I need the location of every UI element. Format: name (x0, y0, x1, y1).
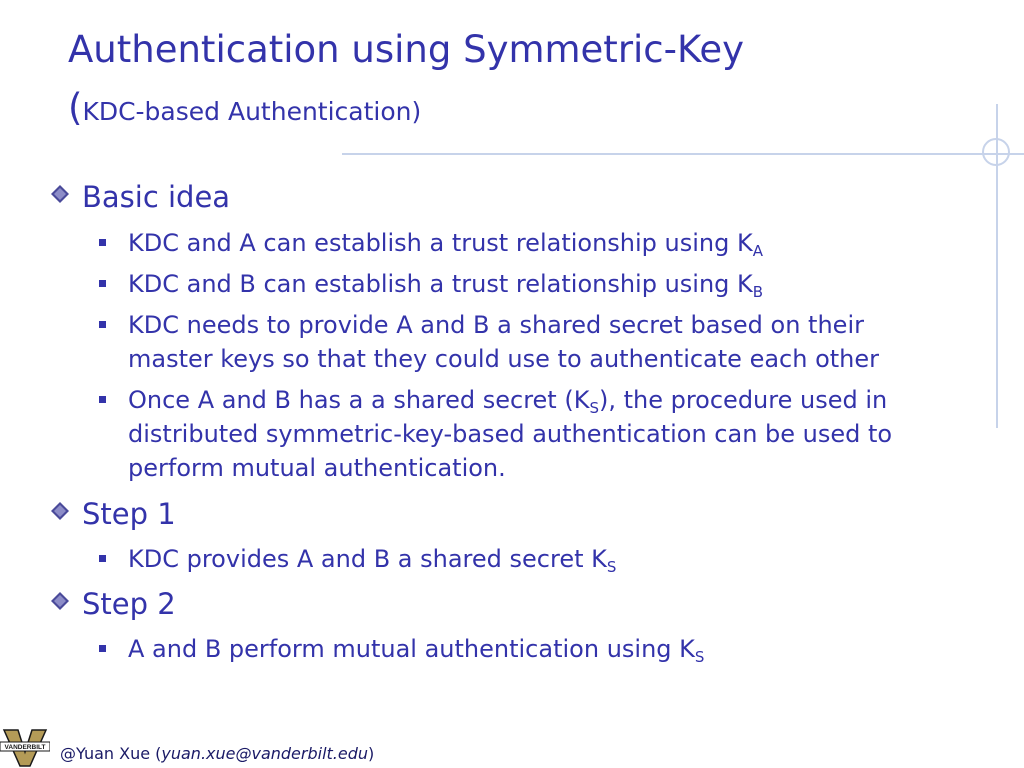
bullet-text: A and B perform mutual authentication using $K_S$ (128, 635, 705, 666)
footer-email: yuan.xue@vanderbilt.edu (161, 744, 369, 763)
square-bullet-icon (99, 555, 106, 562)
bullet-text-continued: perform mutual authentication. (128, 454, 506, 482)
square-bullet-icon (99, 321, 106, 328)
footer-credit: @Yuan Xue (yuan.xue@vanderbilt.edu) (60, 744, 375, 763)
diamond-bullet-icon (50, 501, 70, 521)
bullet-text: Once A and B has a a shared secret $(K_S)$, the procedure used in (128, 386, 888, 417)
svg-text:VANDERBILT: VANDERBILT (4, 744, 46, 751)
diamond-bullet-icon (50, 184, 70, 204)
bullet-text: KDC and B can establish a trust relationship using $K_B$ (128, 270, 764, 301)
bullet-text: KDC provides A and B a shared secret $K_S$ (128, 545, 617, 576)
square-bullet-icon (99, 396, 106, 403)
square-bullet-icon (99, 645, 106, 652)
decorative-horizontal-line (342, 153, 1024, 155)
title-line-2 (68, 86, 421, 134)
title-paren: ( (68, 86, 83, 129)
vanderbilt-logo-icon (0, 728, 50, 768)
bullet-text: KDC and A can establish a trust relationship using $K_A$ (128, 229, 764, 260)
title-subtitle: KDC-based Authentication) (82, 97, 422, 126)
bullet-text-continued: master keys so that they could use to authenticate each other (128, 345, 880, 373)
square-bullet-icon (99, 280, 106, 287)
section-heading-step-2: Step 2 (82, 587, 176, 621)
square-bullet-icon (99, 239, 106, 246)
diamond-bullet-icon (50, 591, 70, 611)
bullet-text-continued: distributed symmetric-key-based authentication can be used to (128, 420, 893, 448)
section-heading-step-1: Step 1 (82, 497, 176, 531)
title-line-1: Authentication using Symmetric-Key (68, 28, 745, 71)
decorative-circle (982, 138, 1010, 166)
section-heading-basic-idea: Basic idea (82, 180, 231, 214)
bullet-text: KDC needs to provide A and B a shared secret based on their (128, 311, 864, 339)
